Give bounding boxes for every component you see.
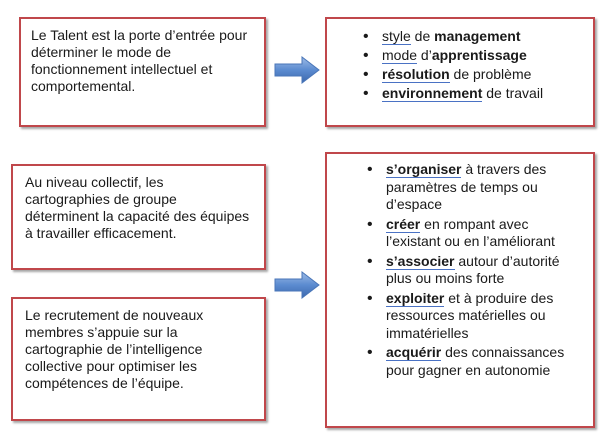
collective-box [11, 164, 266, 270]
item-strong: apprentissage [431, 47, 527, 63]
styles-list [339, 27, 581, 103]
item-rest: en rompant avec l’existant ou en l’améliorant [386, 215, 555, 249]
item-rest: à travers des paramètres de temps ou d’espace [386, 161, 547, 212]
actions-box [325, 152, 595, 428]
item-mid: de [410, 28, 435, 44]
item-mid: d’ [417, 47, 432, 63]
right-arrow-icon-bottom [274, 271, 320, 299]
item-keyword: s’associer [386, 252, 455, 269]
item-lead: résolution [382, 66, 450, 82]
list-item [339, 27, 581, 46]
list-item [339, 216, 581, 251]
recruitment-text: Le recrutement de nouveaux membres s’appuie sur la cartographie de l’intelligence collective pour optimiser les compétences de l’équipe. [25, 307, 204, 391]
list-item [339, 46, 581, 65]
recruitment-box [11, 297, 266, 421]
item-rest: autour d’autorité plus ou moins forte [386, 252, 560, 286]
list-item [339, 65, 581, 84]
item-strong: management [434, 28, 521, 44]
item-keyword: s’organiser [386, 161, 462, 177]
list-item [339, 290, 581, 343]
list-item [339, 344, 581, 379]
item-rest: et à produire des ressources matérielles ou immatérielles [386, 289, 554, 341]
item-keyword: créer [386, 215, 421, 232]
talent-box [19, 17, 266, 127]
item-lead: style [382, 28, 411, 44]
list-item [339, 161, 581, 214]
right-arrow-icon-top [274, 56, 320, 84]
styles-box [325, 17, 595, 127]
item-keyword: exploiter [386, 289, 445, 306]
collective-text: Au niveau collectif, les cartographies de groupe déterminent la capacité des équipes à travailler efficacement. [25, 174, 250, 241]
item-lead: environnement [382, 85, 483, 101]
item-mid: de problème [449, 66, 532, 82]
talent-text: Le Talent est la porte d’entrée pour déterminer le mode de fonctionnement intellectuel et comportemental. [31, 27, 248, 94]
item-keyword: acquérir [386, 344, 442, 360]
list-item [339, 84, 581, 103]
actions-list [339, 161, 581, 379]
item-mid: de travail [482, 85, 544, 101]
item-lead: mode [382, 47, 418, 63]
item-rest: des connaissances pour gagner en autonomie [386, 344, 565, 378]
list-item [339, 253, 581, 288]
